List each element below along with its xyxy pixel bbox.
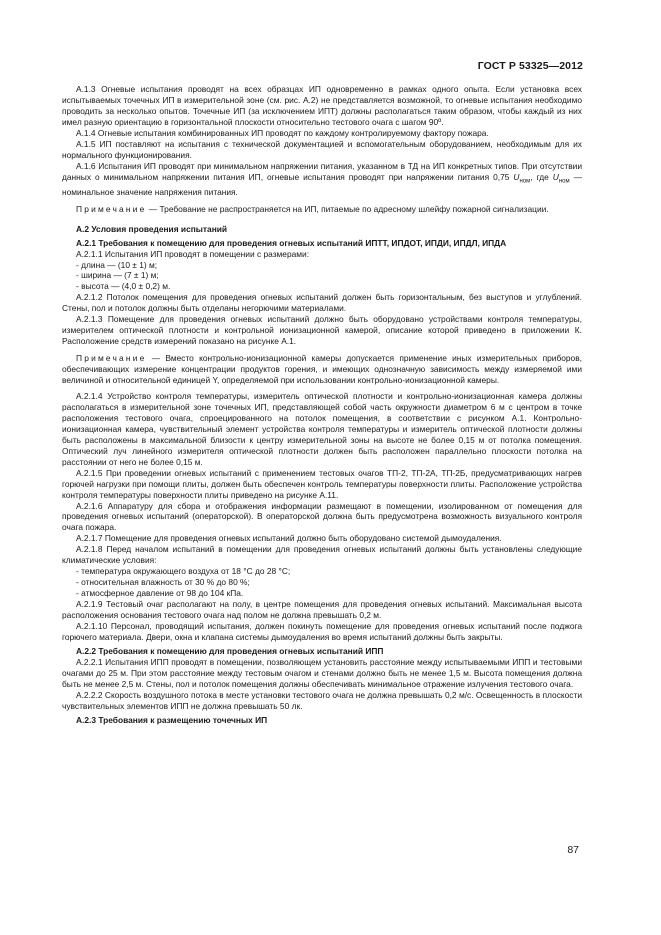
paragraph-a-1-4: А.1.4 Огневые испытания комбинированных ИП проводят по каждому контролируемому фактору пожара.	[76, 127, 489, 138]
paragraph-a-2-2-1: А.2.2.1 Испытания ИПП проводят в помещении, позволяющем установить расстояние между испытываемыми ИПП и тестовыми очагами до 25 м. При этом расстояние между тестовым очагом и стенами должно быть не менее 1,5 м. Высота помещения должна быть не менее 2,5 м. Стены, пол и потолок помещения должны обеспечивать минимальное отражение излучения тестового очага.	[62, 656, 582, 689]
paragraph-a-2-1-5: А.2.1.5 При проведении огневых испытаний с применением тестовых очагов ТП-2, ТП-2А, ТП-2Б, предусматривающих нагрев горючей нагрузки при помощи плиты, должен быть обеспечен контроль температуры поверхности плиты. Расположение устройства контроля температуры поверхности плиты приведено на рисунке А.11.	[62, 467, 582, 500]
heading-a-2-3: А.2.3 Требования к размещению точечных ИП	[76, 714, 268, 725]
paragraph-a-2-1-6: А.2.1.6 Аппаратуру для сбора и отображения информации размещают в помещении, изолированном от помещения для проведения огневых испытаний (операторской). В операторской должна быть предусмотрена возможность визуального контроля очага пожара.	[62, 500, 582, 533]
heading-a-2: А.2 Условия проведения испытаний	[76, 223, 228, 234]
paragraph-a-1-6: А.1.6 Испытания ИП проводят при минимальном напряжении питания, указанном в ТД на ИП конкретных типов. При отсутствии данных о минимальном напряжении питания ИП, огневые испытания проводят при напряжении питания 0,75 $U_{ном}$, где $U_{ном}$ — номинальное значение напряжения питания.	[62, 160, 583, 198]
paragraph-a-2-1-2: А.2.1.2 Потолок помещения для проведения огневых испытаний должен быть горизонтальным, без выступов и углублений. Стены, пол и потолок должны быть отделаны негорючими материалами.	[62, 292, 582, 314]
list-item: - относительная влажность от 30 % до 80 %;	[76, 577, 250, 588]
paragraph-a-2-1-8: А.2.1.8 Перед началом испытаний в помещении для проведения огневых испытаний должны быть установлены следующие климатические условия:	[62, 544, 582, 566]
list-item: - ширина — (7 ± 1) м;	[76, 270, 159, 281]
paragraph-a-2-1-1: А.2.1.1 Испытания ИП проводят в помещении с размерами:	[76, 248, 310, 259]
list-item: - высота — (4,0 ± 0,2) м.	[76, 281, 171, 292]
paragraph-a-2-1-9: А.2.1.9 Тестовый очаг располагают на полу, в центре помещения для проведения огневых испытаний. Максимальная высота расположения основания тестового очага над полом не должна превышать 0,2 м.	[62, 599, 582, 621]
list-item: - температура окружающего воздуха от 18 °С до 28 °С;	[76, 566, 291, 577]
paragraph-a-2-1-3: А.2.1.3 Помещение для проведения огневых испытаний должно быть оборудовано устройствами контроля температуры, измерителем оптической плотности и контрольной ионизационной камерой, описание которой приведено в приложении К. Расположение средств измерений показано на рисунке А.1.	[62, 314, 582, 347]
heading-a-2-1: А.2.1 Требования к помещению для проведения огневых испытаний ИПТТ, ИПДОТ, ИПДИ, ИПДЛ, ИПДА	[76, 237, 507, 248]
paragraph-a-1-5: А.1.5 ИП поставляют на испытания с технической документацией и вспомогательным оборудованием, необходимым для их нормального функционирования.	[62, 138, 582, 160]
climate-list	[62, 566, 582, 599]
page-number: 87	[567, 844, 579, 856]
paragraph-a-1-3: А.1.3 Огневые испытания проводят на всех образцах ИП одновременно в рамках одного опыта. Если установка всех испытываемых точечных ИП в измерительной зоне (см. рис. А.2) не представляется возможной, то огневые испытания необходимо проводить за несколько опытов. Точечные ИП (за исключением ИПТ) должны располагаться таким образом, чтобы каждый из них имел разную ориентацию в горизонтальной плоскости относительно тестового очага с шагом 90º.	[62, 84, 582, 127]
list-item: - атмосферное давление от 98 до 104 кПа.	[76, 588, 244, 599]
paragraph-a-2-1-10: А.2.1.10 Персонал, проводящий испытания, должен покинуть помещение для проведения огневых испытаний после поджога горючего материала. Двери, окна и клапана системы дымоудаления во время испытаний должны быть закрыты.	[62, 621, 582, 642]
paragraph-a-2-1-7: А.2.1.7 Помещение для проведения огневых испытаний должно быть оборудовано системой дымоудаления.	[76, 533, 502, 544]
note-1: Примечание — Требование не распространяется на ИП, питаемые по адресному шлейфу пожарной сигнализации.	[76, 203, 549, 214]
document-body	[62, 84, 582, 726]
list-item: - длина — (10 ± 1) м;	[76, 259, 158, 270]
heading-a-2-2: А.2.2 Требования к помещению для проведения огневых испытаний ИПП	[76, 645, 384, 656]
dimensions-list	[62, 260, 582, 293]
paragraph-a-2-1-4: А.2.1.4 Устройство контроля температуры, измеритель оптической плотности и контрольно-ионизационная камера должны располагаться в измерительной зоне точечных ИП, представляющей собой часть окружности диаметром 6 м с центром в точке расположения тестового очага, спроецированного на потолок помещения, в соответствии с рисунком А.1. Контрольно-ионизационная камера, чувствительный элемент устройства контроля температуры и измеритель оптической плотности должны быть расположены в максимальной близости к центру измерительной зоны на высоте не более 0,15 м от потолка помещения. Оптический луч линейного измерителя оптической плотности должен быть расположен параллельно плоскости потолка на расстоянии от него не более 0,15 м.	[62, 391, 582, 467]
document-header: ГОСТ Р 53325—2012	[477, 60, 583, 72]
note-2: Примечание — Вместо контрольно-ионизационной камеры допускается применение иных измерительных приборов, обеспечивающих измерение концентрации продуктов горения, и имеющих однозначную зависимость между измеряемой ими величиной и относительной единицей Y, определяемой при использовании контрольно-ионизационной камеры.	[62, 352, 582, 385]
paragraph-a-2-2-2: А.2.2.2 Скорость воздушного потока в месте установки тестового очага не должна превышать 0,2 м/с. Освещенность в плоскости чувствительных элементов ИПП не должна превышать 50 лк.	[62, 689, 582, 711]
